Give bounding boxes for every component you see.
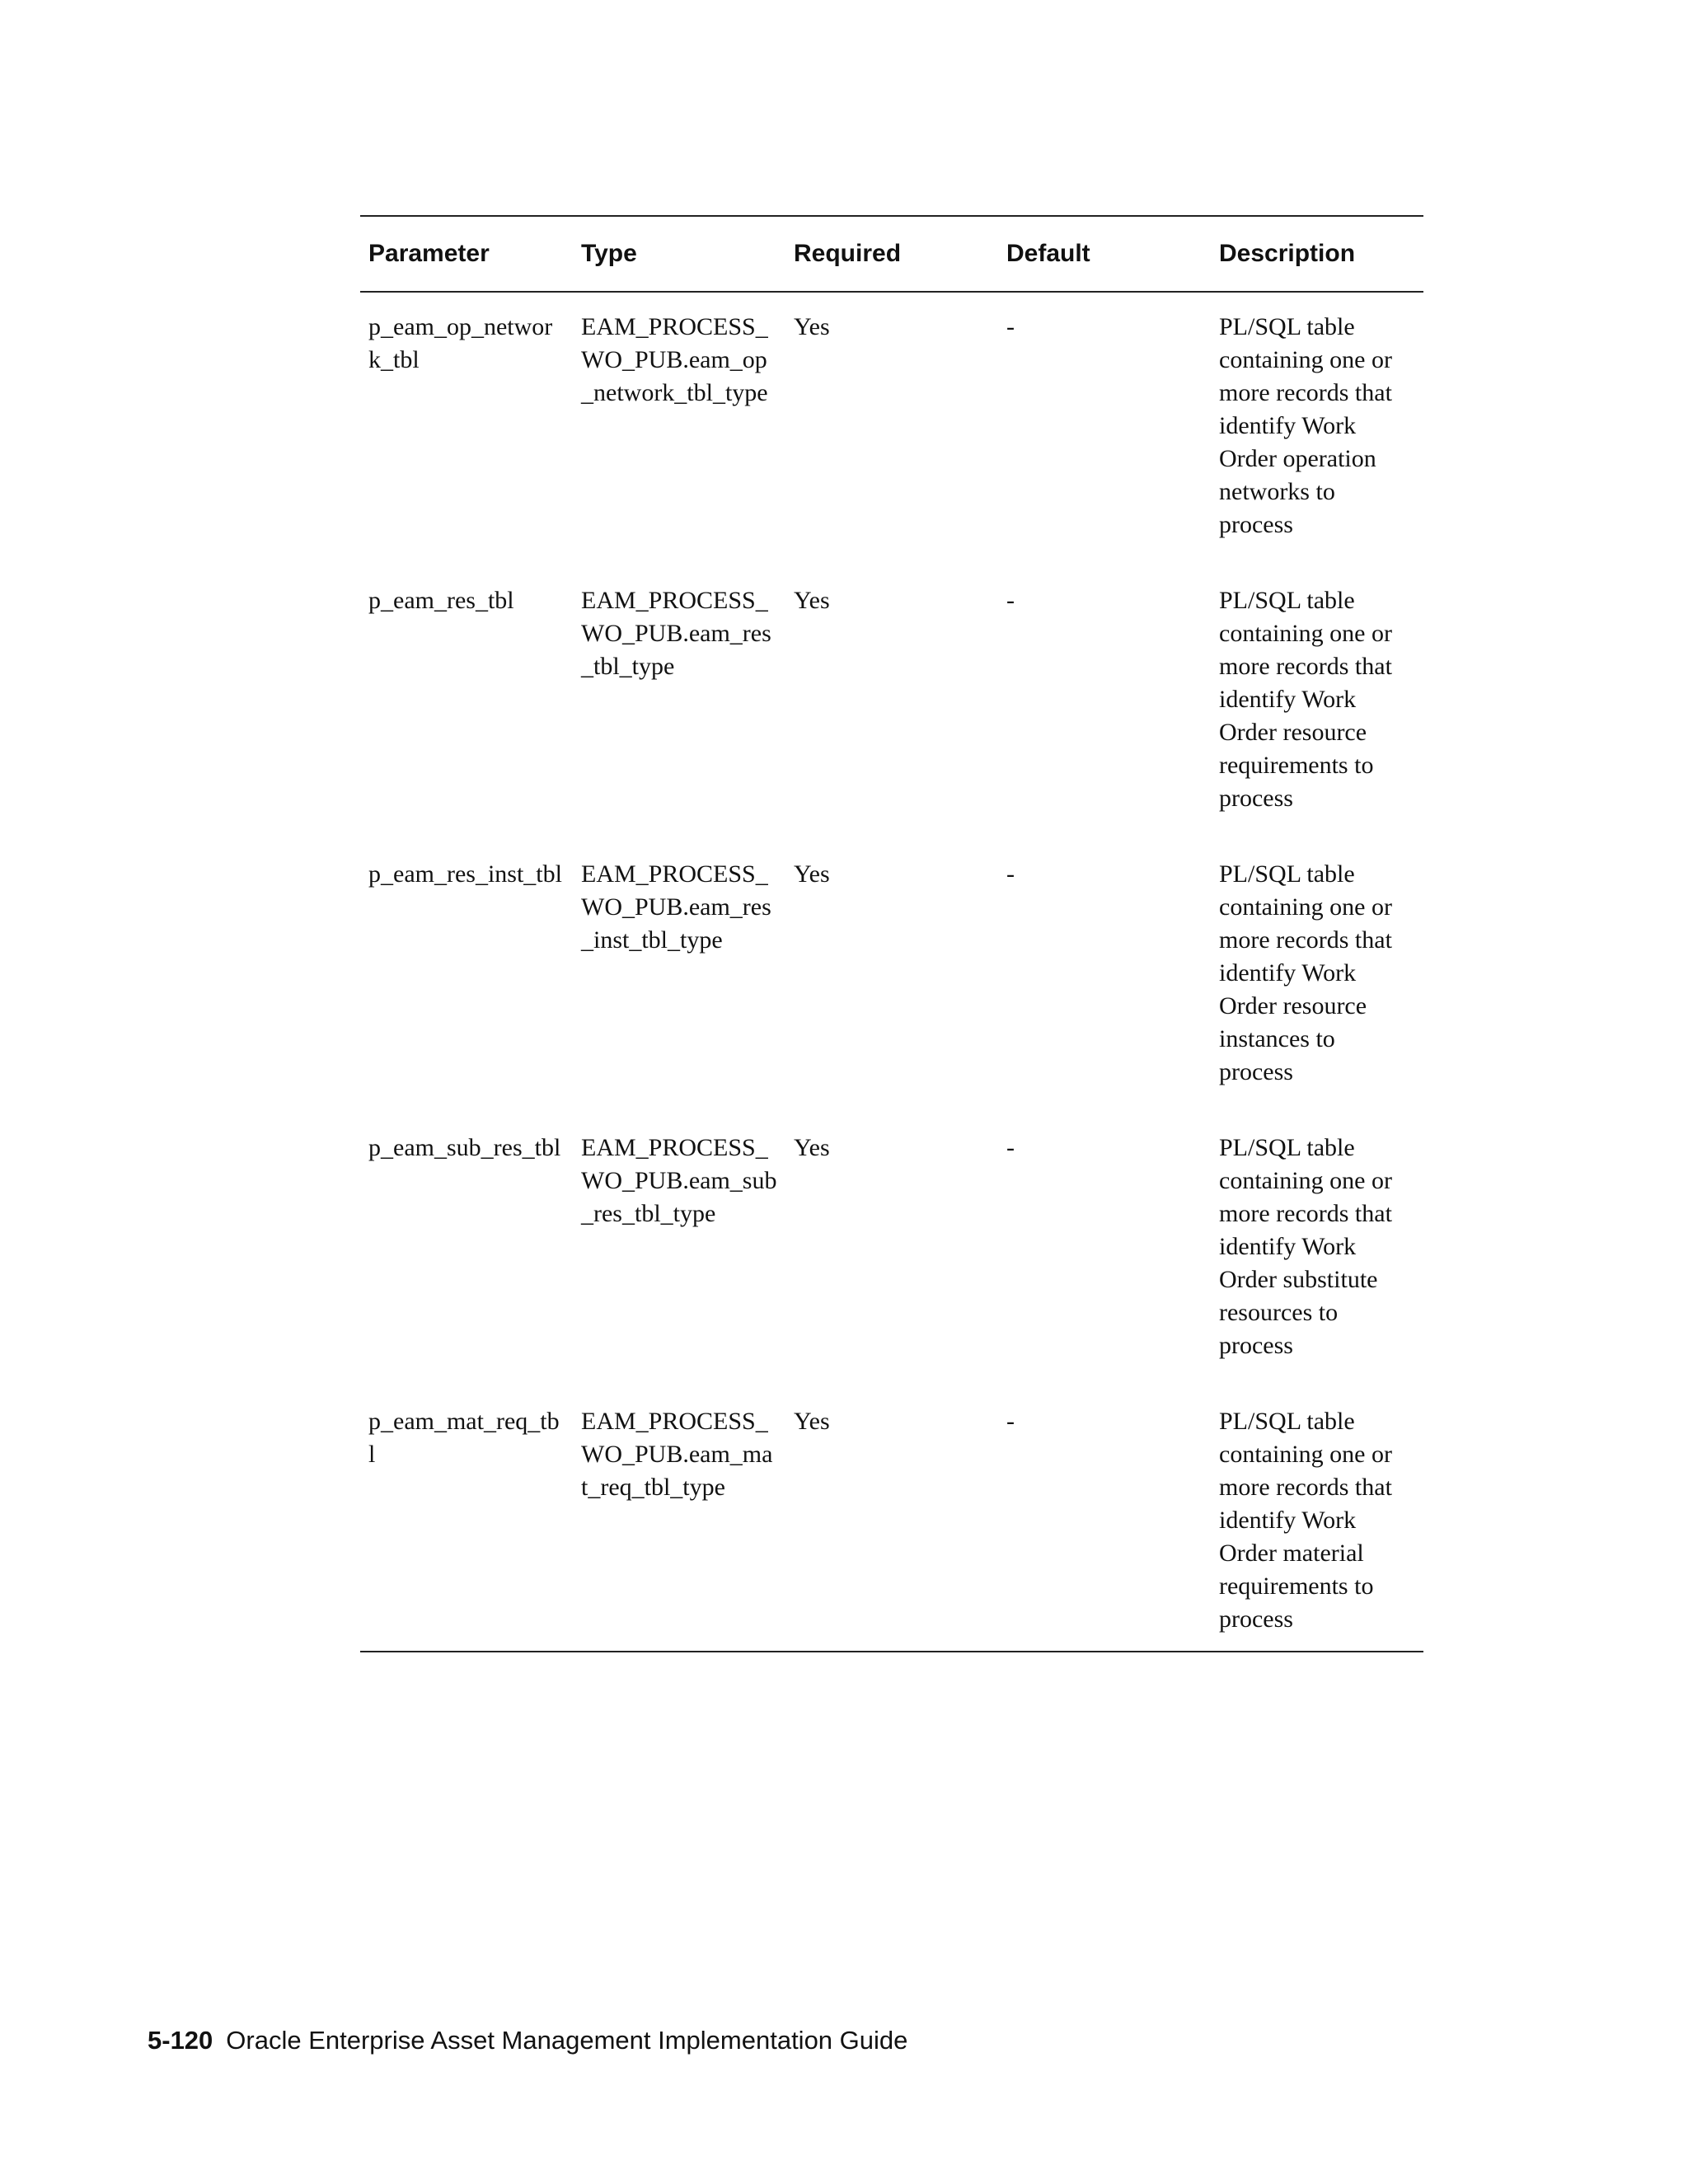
header-required: Required <box>794 240 902 267</box>
table-row <box>360 541 1423 815</box>
page-footer <box>148 2026 907 2055</box>
header-row <box>360 216 1423 292</box>
cell-type: EAM_PROCESS_WO_PUB.eam_res_inst_tbl_type <box>581 860 771 954</box>
cell-description: PL/SQL table containing one or more records that identify Work Order resource instances to process <box>1219 860 1392 1085</box>
header-default: Default <box>1006 240 1090 267</box>
page-number: 5-120 <box>148 2026 213 2055</box>
cell-parameter: p_eam_sub_res_tbl <box>368 1134 561 1161</box>
cell-default: - <box>1006 860 1015 888</box>
cell-description: PL/SQL table containing one or more records that identify Work Order resource requirements to process <box>1219 587 1392 812</box>
cell-required: Yes <box>794 587 830 614</box>
table-row <box>360 292 1423 541</box>
cell-required: Yes <box>794 860 830 888</box>
cell-required: Yes <box>794 1134 830 1161</box>
header-type: Type <box>581 240 637 267</box>
header-description: Description <box>1219 240 1356 267</box>
table-row <box>360 1089 1423 1362</box>
cell-required: Yes <box>794 313 830 340</box>
parameter-table <box>360 215 1423 1652</box>
cell-parameter: p_eam_res_tbl <box>368 587 514 614</box>
cell-parameter: p_eam_op_network_tbl <box>368 313 553 373</box>
cell-type: EAM_PROCESS_WO_PUB.eam_res_tbl_type <box>581 587 771 680</box>
header-parameter: Parameter <box>368 240 490 267</box>
cell-description: PL/SQL table containing one or more records that identify Work Order operation networks to process <box>1219 313 1392 538</box>
cell-type: EAM_PROCESS_WO_PUB.eam_mat_req_tbl_type <box>581 1408 773 1501</box>
table-row <box>360 815 1423 1089</box>
cell-required: Yes <box>794 1408 830 1435</box>
cell-type: EAM_PROCESS_WO_PUB.eam_sub_res_tbl_type <box>581 1134 777 1227</box>
guide-title: Oracle Enterprise Asset Management Implementation Guide <box>226 2026 908 2055</box>
table-row <box>360 1362 1423 1652</box>
cell-default: - <box>1006 1134 1015 1161</box>
cell-parameter: p_eam_res_inst_tbl <box>368 860 562 888</box>
table-header <box>360 216 1423 292</box>
cell-description: PL/SQL table containing one or more records that identify Work Order material requirements to process <box>1219 1408 1392 1633</box>
cell-default: - <box>1006 313 1015 340</box>
cell-type: EAM_PROCESS_WO_PUB.eam_op_network_tbl_type <box>581 313 768 406</box>
cell-description: PL/SQL table containing one or more records that identify Work Order substitute resources to process <box>1219 1134 1392 1359</box>
cell-default: - <box>1006 587 1015 614</box>
table-body <box>360 292 1423 1652</box>
cell-default: - <box>1006 1408 1015 1435</box>
cell-parameter: p_eam_mat_req_tbl <box>368 1408 560 1468</box>
